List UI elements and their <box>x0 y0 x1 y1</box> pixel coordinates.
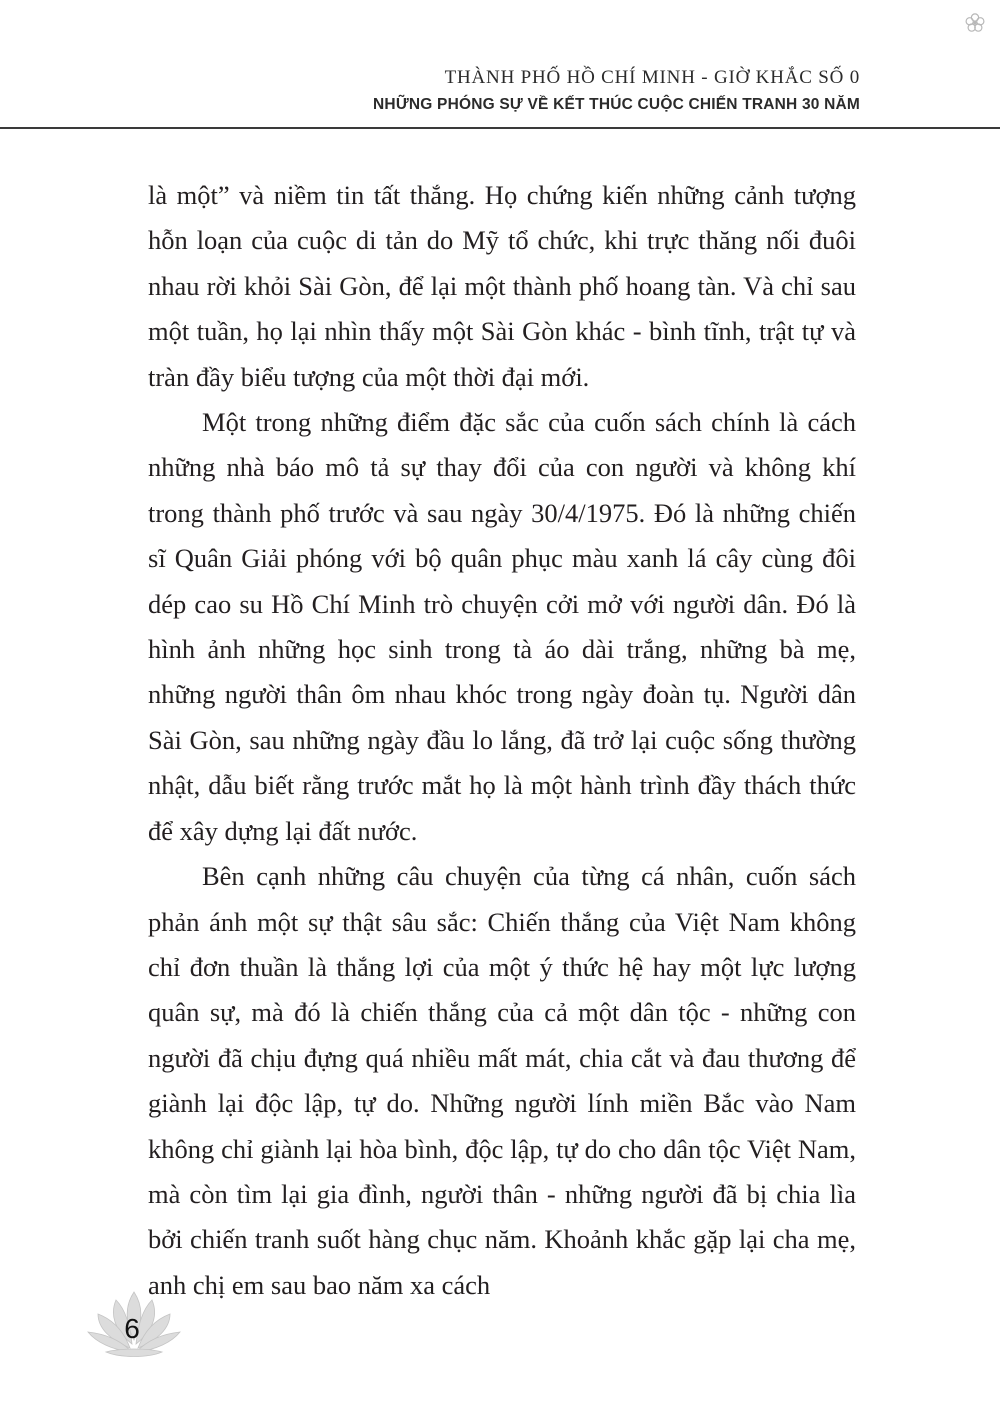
paragraph-continued: là một” và niềm tin tất thắng. Họ chứng kiến những cảnh tượng hỗn loạn của cuộc di tản do Mỹ tổ chức, khi trực thăng nối đuôi nhau rời khỏi Sài Gòn, để lại một thành phố hoang tàn. Và chỉ sau một tuần, họ lại nhìn thấy một Sài Gòn khác - bình tĩnh, trật tự và tràn đầy biểu tượng của một thời đại mới. <box>148 180 856 392</box>
running-header <box>373 66 860 116</box>
header-subtitle: NHỮNG PHÓNG SỰ VỀ KẾT THÚC CUỘC CHIẾN TRANH 30 NĂM <box>373 96 860 113</box>
paragraph: Một trong những điểm đặc sắc của cuốn sách chính là cách những nhà báo mô tả sự thay đổi của con người và không khí trong thành phố trước và sau ngày 30/4/1975. Đó là những chiến sĩ Quân Giải phóng với bộ quân phục màu xanh lá cây cùng đôi dép cao su Hồ Chí Minh trò chuyện cởi mở với người dân. Đó là hình ảnh những học sinh trong tà áo dài trắng, những bà mẹ, những người thân ôm nhau khóc trong ngày đoàn tụ. Người dân Sài Gòn, sau những ngày đầu lo lắng, đã trở lại cuộc sống thường nhật, dẫu biết rằng trước mắt họ là một hành trình đầy thách thức để xây dựng lại đất nước. <box>148 407 856 846</box>
paragraph: Bên cạnh những câu chuyện của từng cá nhân, cuốn sách phản ánh một sự thật sâu sắc: Chiến thắng của Việt Nam không chỉ đơn thuần là thắng lợi của một ý thức hệ hay một lực lượng quân sự, mà đó là chiến thắng của cả một dân tộc - những con người đã chịu đựng quá nhiều mất mát, chia cắt và đau thương để giành lại độc lập, tự do. Những người lính miền Bắc vào Nam không chỉ giành lại hòa bình, độc lập, tự do cho dân tộc Việt Nam, mà còn tìm lại gia đình, người thân - những người đã bị chia lìa bởi chiến tranh suốt hàng chục năm. Khoảnh khắc gặp lại cha mẹ, anh chị em sau bao năm xa cách <box>148 861 856 1300</box>
page-number: 6 <box>124 1313 140 1344</box>
body-text <box>148 173 856 1308</box>
flower-icon <box>964 12 986 34</box>
header-rule <box>0 127 1000 129</box>
header-title: THÀNH PHỐ HỒ CHÍ MINH - GIỜ KHẮC SỐ 0 <box>444 67 860 88</box>
